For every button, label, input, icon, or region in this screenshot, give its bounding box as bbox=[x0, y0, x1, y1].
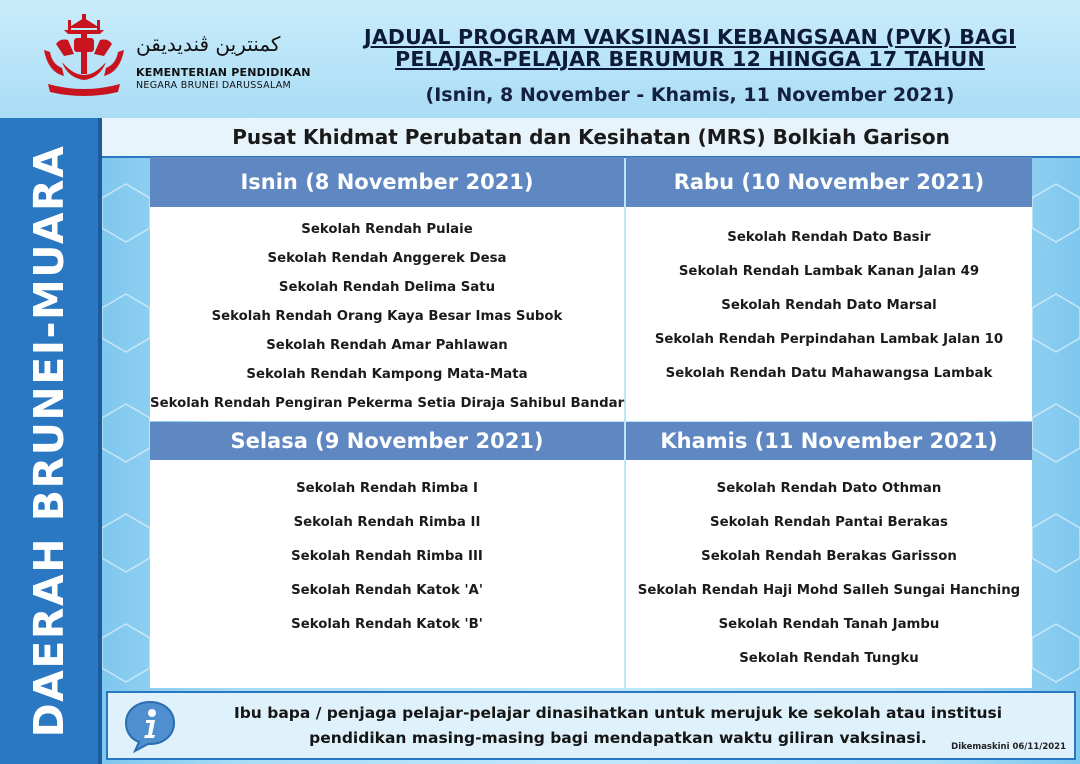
list-item: Sekolah Rendah Orang Kaya Besar Imas Subok bbox=[211, 309, 563, 324]
list-item: Sekolah Rendah Tungku bbox=[739, 651, 919, 666]
school-list bbox=[626, 221, 1032, 391]
list-item: Sekolah Rendah Anggerek Desa bbox=[267, 251, 507, 266]
header bbox=[0, 0, 1080, 120]
list-item: Sekolah Rendah Rimba III bbox=[291, 549, 483, 564]
logo-country-text: NEGARA BRUNEI DARUSSALAM bbox=[136, 80, 292, 91]
day-panel-isnin bbox=[150, 157, 624, 421]
list-item: Sekolah Rendah Perpindahan Lambak Jalan 10 bbox=[654, 332, 1004, 347]
ministry-logo bbox=[38, 14, 311, 104]
list-item: Sekolah Rendah Rimba II bbox=[293, 515, 481, 530]
list-item: Sekolah Rendah Haji Mohd Salleh Sungai Hanching bbox=[637, 583, 1021, 598]
date-range: (Isnin, 8 November - Khamis, 11 November 2021) bbox=[425, 84, 955, 106]
day-panel-khamis bbox=[626, 422, 1032, 688]
list-item: Sekolah Rendah Pengiran Pekerma Setia Diraja Sahibul Bandar bbox=[150, 396, 625, 411]
list-item: Sekolah Rendah Tanah Jambu bbox=[718, 617, 940, 632]
title-line-2: PELAJAR-PELAJAR BERUMUR 12 HINGGA 17 TAHUN bbox=[395, 47, 985, 71]
day-header: Isnin (8 November 2021) bbox=[150, 157, 624, 207]
list-item: Sekolah Rendah Pantai Berakas bbox=[710, 515, 948, 530]
list-item: Sekolah Rendah Pulaie bbox=[301, 222, 473, 237]
title-line-1: JADUAL PROGRAM VAKSINASI KEBANGSAAN (PVK) BAGI bbox=[364, 25, 1016, 49]
info-line-1: Ibu bapa / penjaga pelajar-pelajar dinasihatkan untuk merujuk ke sekolah atau institusi bbox=[233, 704, 1003, 722]
day-panel-rabu bbox=[626, 157, 1032, 421]
list-item: Sekolah Rendah Katok 'A' bbox=[291, 583, 483, 598]
district-sidebar bbox=[0, 118, 102, 764]
day-header: Selasa (9 November 2021) bbox=[150, 422, 624, 460]
updated-date: Dikemaskini 06/11/2021 bbox=[951, 742, 1066, 752]
info-line-2: pendidikan masing-masing bagi mendapatkan waktu giliran vaksinasi. bbox=[309, 729, 927, 747]
location-bar: Pusat Khidmat Perubatan dan Kesihatan (MRS) Bolkiah Garison bbox=[102, 118, 1080, 158]
logo-jawi-text: كمنترين ڤنديديقن bbox=[136, 32, 281, 56]
page-title bbox=[330, 26, 1050, 70]
list-item: Sekolah Rendah Kampong Mata-Mata bbox=[246, 367, 528, 382]
list-item: Sekolah Rendah Rimba I bbox=[296, 481, 478, 496]
list-item: Sekolah Rendah Datu Mahawangsa Lambak bbox=[665, 366, 993, 381]
district-label: DAERAH BRUNEI-MUARA bbox=[25, 144, 73, 738]
info-message bbox=[228, 701, 1008, 751]
school-list bbox=[626, 472, 1032, 676]
list-item: Sekolah Rendah Dato Othman bbox=[716, 481, 942, 496]
list-item: Sekolah Rendah Dato Marsal bbox=[721, 298, 937, 313]
day-panel-selasa bbox=[150, 422, 624, 688]
list-item: Sekolah Rendah Delima Satu bbox=[278, 280, 496, 295]
day-header: Khamis (11 November 2021) bbox=[626, 422, 1032, 460]
brunei-crest-icon bbox=[38, 14, 130, 98]
list-item: Sekolah Rendah Dato Basir bbox=[727, 230, 931, 245]
list-item: Sekolah Rendah Amar Pahlawan bbox=[266, 338, 508, 353]
list-item: Sekolah Rendah Katok 'B' bbox=[291, 617, 483, 632]
info-icon bbox=[122, 699, 178, 753]
info-banner bbox=[106, 691, 1076, 760]
logo-ministry-text: KEMENTERIAN PENDIDIKAN bbox=[136, 66, 311, 79]
day-header: Rabu (10 November 2021) bbox=[626, 157, 1032, 207]
list-item: Sekolah Rendah Berakas Garisson bbox=[701, 549, 957, 564]
list-item: Sekolah Rendah Lambak Kanan Jalan 49 bbox=[678, 264, 980, 279]
school-list bbox=[150, 215, 624, 418]
school-list bbox=[150, 472, 624, 642]
